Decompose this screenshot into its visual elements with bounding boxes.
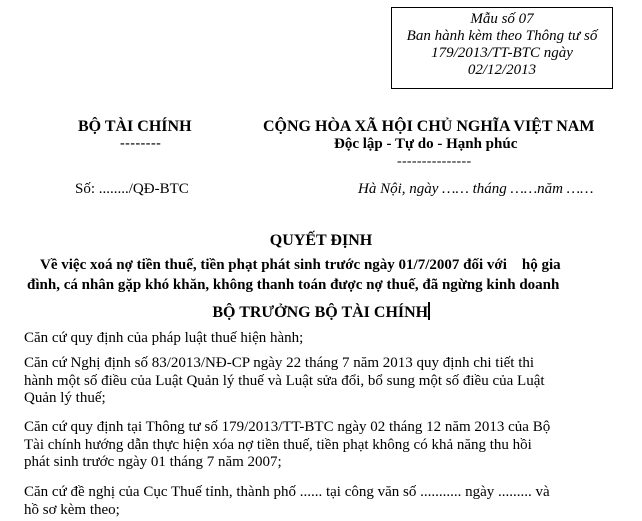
paragraph-line: Quản lý thuế; bbox=[24, 390, 106, 406]
text-cursor bbox=[428, 302, 430, 320]
paragraph-line: hồ sơ kèm theo; bbox=[24, 501, 120, 518]
decision-subject-line-2: đình, cá nhân gặp khó khăn, không thanh toán được nợ thuế, đã ngừng kinh doanh bbox=[27, 277, 560, 293]
place-and-date[interactable]: Hà Nội, ngày …… tháng ……năm …… bbox=[358, 181, 594, 197]
legal-basis-paragraph[interactable] bbox=[24, 330, 303, 348]
national-motto: Độc lập - Tự do - Hạnh phúc bbox=[334, 136, 518, 152]
issuing-ministry: BỘ TÀI CHÍNH bbox=[78, 118, 192, 135]
national-title: CỘNG HÒA XÃ HỘI CHỦ NGHĨA VIỆT NAM bbox=[263, 118, 595, 135]
ministry-separator: -------- bbox=[120, 136, 162, 151]
paragraph-line: Căn cứ Nghị định số 83/2013/NĐ-CP ngày 22 tháng 7 năm 2013 quy định chi tiết thi bbox=[24, 355, 535, 371]
legal-basis-paragraph[interactable] bbox=[24, 355, 545, 408]
legal-basis-paragraph[interactable] bbox=[24, 484, 550, 519]
document-number[interactable]: Số: ......../QĐ-BTC bbox=[75, 181, 189, 197]
form-circular-ref: 179/2013/TT-BTC ngày bbox=[431, 45, 573, 61]
authority-heading[interactable] bbox=[0, 302, 642, 322]
paragraph-line: Căn cứ đề nghị của Cục Thuế tỉnh, thành phố ...... tại công văn số ........... ngày ......... và bbox=[24, 484, 550, 500]
legal-basis-paragraph[interactable] bbox=[24, 419, 550, 472]
decision-title: QUYẾT ĐỊNH bbox=[269, 232, 373, 249]
motto-separator: --------------- bbox=[397, 154, 472, 169]
paragraph-line: phát sinh trước ngày 01 tháng 7 năm 2007; bbox=[24, 454, 282, 470]
decision-subject-line-1: Về việc xoá nợ tiền thuế, tiền phạt phát sinh trước ngày 01/7/2007 đối với hộ gia bbox=[40, 257, 561, 273]
form-circular-date: 02/12/2013 bbox=[467, 62, 537, 78]
paragraph-line: Căn cứ quy định của pháp luật thuế hiện hành; bbox=[24, 330, 304, 346]
form-number-box bbox=[391, 7, 613, 89]
paragraph-line: Tài chính hướng dẫn thực hiện xóa nợ tiền thuế, tiền phạt không có khả năng thu hồi bbox=[24, 436, 532, 453]
paragraph-line: Căn cứ quy định tại Thông tư số 179/2013/TT-BTC ngày 02 tháng 12 năm 2013 của Bộ bbox=[24, 419, 551, 435]
paragraph-line: hành một số điều của Luật Quản lý thuế và Luật sửa đổi, bổ sung một số điều của Luật bbox=[24, 372, 545, 389]
form-issued-with: Ban hành kèm theo Thông tư số bbox=[406, 28, 598, 44]
form-number: Mẫu số 07 bbox=[470, 11, 534, 27]
authority-title: BỘ TRƯỞNG BỘ TÀI CHÍNH bbox=[212, 304, 429, 321]
